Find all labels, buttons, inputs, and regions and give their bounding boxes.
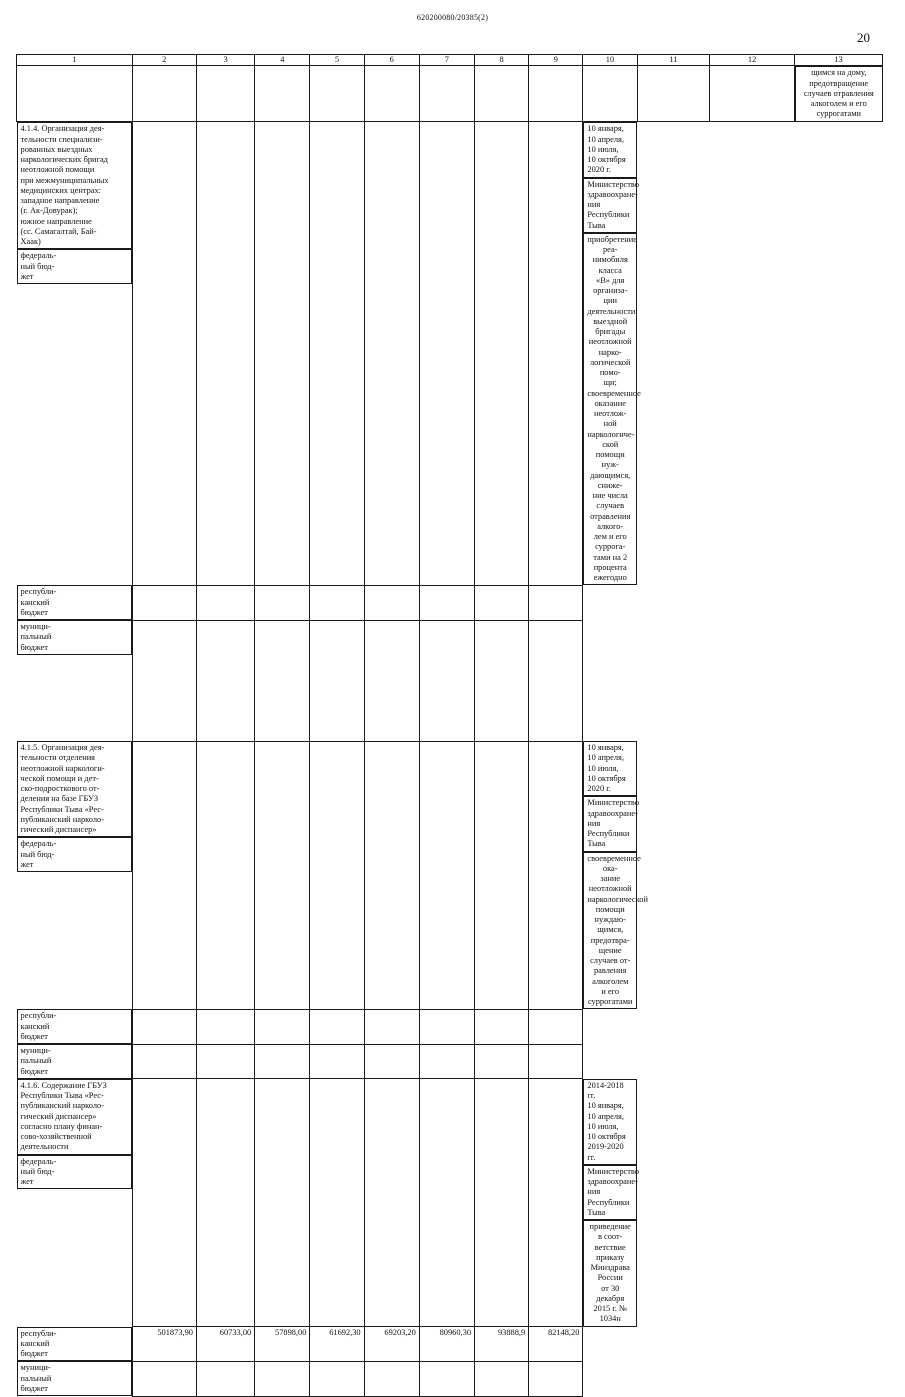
deadline-dates: 10 января, 10 апреля, 10 июля, 10 октября 2020 г. xyxy=(583,741,637,796)
column-header: 11 xyxy=(637,55,710,66)
column-header: 10 xyxy=(583,55,637,66)
deadline-dates: 2014-2018 гг. 10 января, 10 апреля, 10 июля, 10 октября 2019-2020 гг. xyxy=(583,1079,637,1165)
table-row xyxy=(17,585,883,620)
value-cell xyxy=(196,122,254,586)
column-header: 6 xyxy=(364,55,419,66)
value-cell xyxy=(132,741,196,1009)
column-header: 2 xyxy=(132,55,196,66)
activity-description: 4.1.6. Содержание ГБУЗ Республики Тыва «Рес- публиканский нарколо- гический диспансер» согласно плану финан- сово-хозяйственной деятельности xyxy=(17,1079,132,1155)
executor: Министерство здравоохране- ния Республики Тыва xyxy=(583,1165,637,1220)
table-row xyxy=(17,1327,883,1362)
funding-source: муници- пальный бюджет xyxy=(17,620,132,655)
value-cell: 82148,20 xyxy=(529,1327,583,1362)
result-cell: щимся на дому, предотвращение случаев отравления алкоголем и его суррогатами xyxy=(795,66,883,121)
table-row xyxy=(17,620,883,741)
funding-source: федераль- ный бюд- жет xyxy=(17,837,132,872)
value-cell xyxy=(310,122,364,586)
header-row xyxy=(17,55,883,66)
value-cell xyxy=(255,122,310,586)
value-cell xyxy=(529,741,583,1009)
column-header: 8 xyxy=(475,55,529,66)
table-row xyxy=(17,122,883,586)
funding-source: федераль- ный бюд- жет xyxy=(17,1155,132,1190)
table-row xyxy=(17,1044,883,1079)
value-cell xyxy=(419,741,474,1009)
value-cell xyxy=(364,122,419,586)
value-cell: 93888,9 xyxy=(475,1327,529,1362)
value-cell xyxy=(419,122,474,586)
column-header: 5 xyxy=(310,55,364,66)
activity-description: 4.1.5. Организация дея- тельности отделения неотложной наркологи- ческой помощи и дет- ско-подросткового от- деления на базе ГБУЗ Республики Тыва «Рес- публиканский нарколо- гический диспансер» xyxy=(17,741,132,837)
page-number: 20 xyxy=(857,30,870,45)
continuation-row xyxy=(17,66,883,122)
column-header: 12 xyxy=(710,55,795,66)
program-table xyxy=(16,54,883,1397)
value-cell xyxy=(475,122,529,586)
column-header: 13 xyxy=(795,55,883,66)
funding-source: республи- канский бюджет xyxy=(17,585,132,620)
table-row xyxy=(17,1361,883,1396)
expected-result: своевременное ока- зание неотложной наркологической помощи нуждаю- щимся, предотвра- щение случаев от- равления алкоголем и его суррогатами xyxy=(583,852,637,1010)
value-cell xyxy=(310,741,364,1009)
funding-source: муници- пальный бюджет xyxy=(17,1044,132,1079)
value-cell: 501873,90 xyxy=(132,1327,196,1362)
expected-result: приведение в соот- ветствие приказу Минздрава России от 30 декабря 2015 г. № 1034н xyxy=(583,1220,637,1327)
funding-source: муници- пальный бюджет xyxy=(17,1361,132,1396)
executor: Министерство здравоохране- ния Республики Тыва xyxy=(583,178,637,233)
executor: Министерство здравоохране- ния Республики Тыва xyxy=(583,796,637,851)
column-header: 3 xyxy=(196,55,254,66)
value-cell: 69203,20 xyxy=(364,1327,419,1362)
value-cell: 60733,00 xyxy=(196,1327,254,1362)
value-cell: 57898,00 xyxy=(255,1327,310,1362)
funding-source: федераль- ный бюд- жет xyxy=(17,249,132,284)
value-cell xyxy=(475,741,529,1009)
activity-description: 4.1.4. Организация дея- тельности специализи- рованных выездных наркологических бригад неотложной помощи при межмуниципальных медицинских центрах: западное направление (г. Ак-Довурак); южное направление (сс. Самагалтай, Бай- Хаак) xyxy=(17,122,132,249)
funding-source: республи- канский бюджет xyxy=(17,1009,132,1044)
table-row xyxy=(17,741,883,1009)
value-cell xyxy=(132,122,196,586)
value-cell: 80960,30 xyxy=(419,1327,474,1362)
value-cell: 61692,30 xyxy=(310,1327,364,1362)
value-cell xyxy=(364,741,419,1009)
value-cell xyxy=(529,122,583,586)
column-header: 1 xyxy=(17,55,133,66)
value-cell xyxy=(255,741,310,1009)
expected-result: приобретение реа- нимобиля класса «В» для организа- ции деятельности выездной бригады неотложной нарко- логической помо- щи; своевременное оказание неотлож- ной наркологиче- ской помощи нуж- дающимся, сниже- ние числа случаев отравления алкого- лем и его суррога- тами на 2 процента ежегодно xyxy=(583,233,637,586)
table-row xyxy=(17,1009,883,1044)
column-header: 4 xyxy=(255,55,310,66)
column-header: 9 xyxy=(529,55,583,66)
document-id: 620200080/20385(2) xyxy=(416,13,489,22)
deadline-dates: 10 января, 10 апреля, 10 июля, 10 октября 2020 г. xyxy=(583,122,637,177)
column-header: 7 xyxy=(419,55,474,66)
funding-source: республи- канский бюджет xyxy=(17,1327,132,1362)
table-row xyxy=(17,1079,883,1327)
value-cell xyxy=(196,741,254,1009)
